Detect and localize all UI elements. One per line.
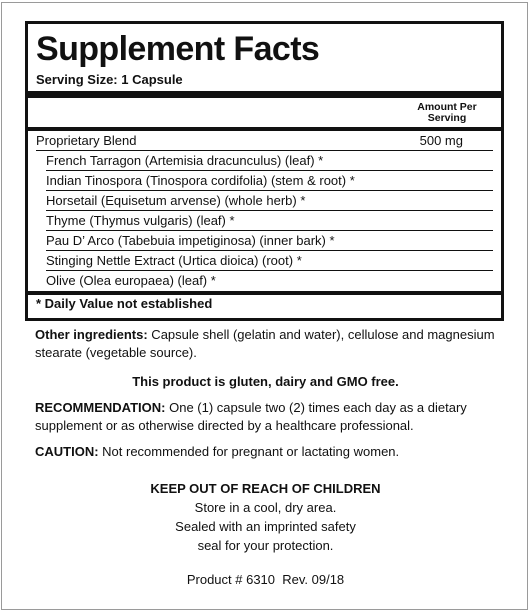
ingredient-row: Horsetail (Equisetum arvense) (whole herb) * [46, 191, 493, 211]
other-ingredients-label: Other ingredients: [35, 327, 148, 342]
recommendation-text: One (1) capsule two (2) times each day as a dietary supplement or as otherwise directed by a healthcare professional. [35, 400, 467, 433]
keep-out-warning: KEEP OUT OF REACH OF CHILDREN [150, 481, 381, 496]
ingredient-row: French Tarragon (Artemisia dracunculus) (leaf) * [46, 151, 493, 171]
storage-line: Store in a cool, dry area. [194, 500, 337, 515]
ingredient-row: Thyme (Thymus vulgaris) (leaf) * [46, 211, 493, 231]
supplement-facts-panel [25, 21, 504, 321]
serving-size: Serving Size: 1 Capsule [36, 72, 183, 87]
amount-per-serving-header: Amount Per Serving [417, 101, 477, 124]
caution-text: Not recommended for pregnant or lactating women. [98, 444, 400, 459]
ingredient-row: Stinging Nettle Extract (Urtica dioica) (root) * [46, 251, 493, 271]
caution-label: CAUTION: [35, 444, 99, 459]
other-ingredients [35, 326, 505, 362]
gluten-free-statement: This product is gluten, dairy and GMO free. [132, 374, 399, 389]
recommendation-label: RECOMMENDATION: [35, 400, 166, 415]
facts-title: Supplement Facts [36, 30, 320, 68]
ingredient-row: Indian Tinospora (Tinospora cordifolia) (stem & root) * [46, 171, 493, 191]
ingredient-row: Olive (Olea europaea) (leaf) * [46, 273, 216, 288]
storage-line: seal for your protection. [197, 538, 334, 553]
thick-rule [28, 91, 501, 98]
amount-header-row [36, 98, 493, 127]
ingredient-row: Pau D’ Arco (Tabebuia impetiginosa) (inner bark) * [46, 231, 493, 251]
other-ingredients-text: Capsule shell (gelatin and water), cellulose and magnesium stearate (vegetable source). [35, 327, 495, 360]
product-number: Product # 6310 Rev. 09/18 [186, 572, 345, 587]
blend-name: Proprietary Blend [36, 133, 137, 148]
daily-value-footnote: * Daily Value not established [36, 296, 213, 311]
storage-line: Sealed with an imprinted safety [175, 519, 356, 534]
recommendation [35, 399, 505, 435]
proprietary-blend-row [36, 131, 493, 151]
blend-amount: 500 mg [419, 133, 463, 148]
caution [35, 443, 505, 461]
